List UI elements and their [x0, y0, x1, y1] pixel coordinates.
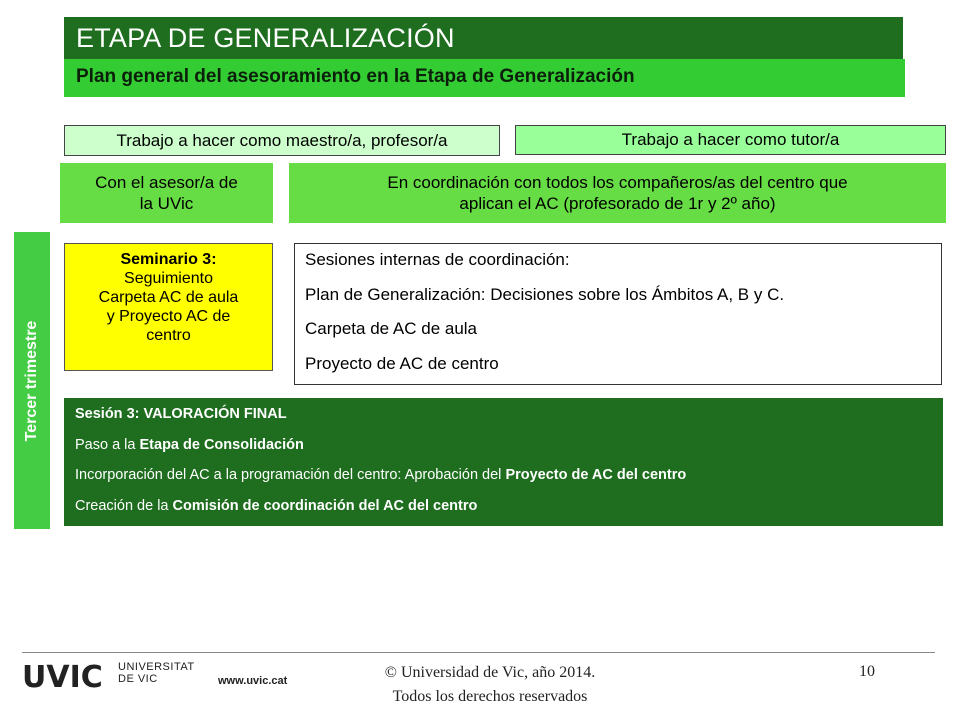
final-row-commission [75, 494, 943, 525]
coordination-line-1: En coordinación con todos los compañeros/as del centro que [387, 173, 848, 192]
side-label-text: Tercer trimestre [23, 320, 40, 441]
advisor-box [60, 163, 273, 223]
site-url[interactable]: www.uvic.cat [218, 675, 288, 687]
logo-line-1: UNIVERSITAT [118, 661, 195, 673]
column-header-teacher: Trabajo a hacer como maestro/a, profesor/a [64, 125, 500, 156]
coordination-line-2: aplican el AC (profesorado de 1r y 2º año) [459, 194, 776, 213]
final-row-consolidation [75, 433, 943, 464]
sessions-item: Carpeta de AC de aula [305, 319, 478, 338]
sessions-item: Plan de Generalización: Decisiones sobre los Ámbitos A, B y C. [305, 284, 785, 304]
seminar-line: centro [146, 327, 191, 344]
final-row4-text: Creación de la [75, 497, 173, 514]
advisor-line-1: Con el asesor/a de [95, 173, 238, 192]
final-row-title [75, 402, 943, 433]
final-row2-bold: Etapa de Consolidación [139, 436, 304, 453]
coordination-box [289, 163, 946, 223]
copyright-line-1: © Universidad de Vic, año 2014. [384, 664, 596, 681]
seminar-line: Carpeta AC de aula [98, 289, 239, 306]
sessions-item: Proyecto de AC de centro [305, 353, 499, 373]
column-header-tutor: Trabajo a hacer como tutor/a [515, 125, 946, 155]
advisor-line-2: la UVic [139, 194, 194, 213]
seminar-box [64, 243, 273, 371]
copyright-line-2: Todos los derechos reservados [392, 688, 588, 705]
final-title: Sesión 3: VALORACIÓN FINAL [75, 406, 287, 422]
slide-subtitle: Plan general del asesoramiento en la Etapa de Generalización [64, 59, 905, 97]
footer-divider [22, 652, 935, 653]
logo-line-2: DE VIC [118, 673, 158, 685]
slide-title: ETAPA DE GENERALIZACIÓN [64, 17, 903, 59]
seminar-line: y Proyecto AC de [106, 308, 231, 325]
copyright-notice [340, 661, 640, 709]
final-row2-text: Paso a la [75, 436, 140, 453]
side-label-third-term [14, 232, 50, 529]
uvic-logo-text [118, 661, 195, 685]
final-row3-bold: Proyecto de AC del centro [505, 467, 687, 483]
final-session-box [64, 398, 943, 526]
final-row-incorporation [75, 463, 943, 494]
seminar-line: Seguimiento [124, 270, 213, 287]
final-row3-text: Incorporación del AC a la programación del centro: Aprobación del [75, 467, 506, 483]
sessions-box [294, 243, 942, 385]
uvic-logo: UVIC [22, 660, 103, 695]
page-number: 10 [859, 663, 875, 680]
seminar-title: Seminario 3: [120, 251, 217, 268]
sessions-item: Sesiones internas de coordinación: [305, 250, 570, 269]
final-row4-bold: Comisión de coordinación del AC del centro [172, 497, 478, 514]
